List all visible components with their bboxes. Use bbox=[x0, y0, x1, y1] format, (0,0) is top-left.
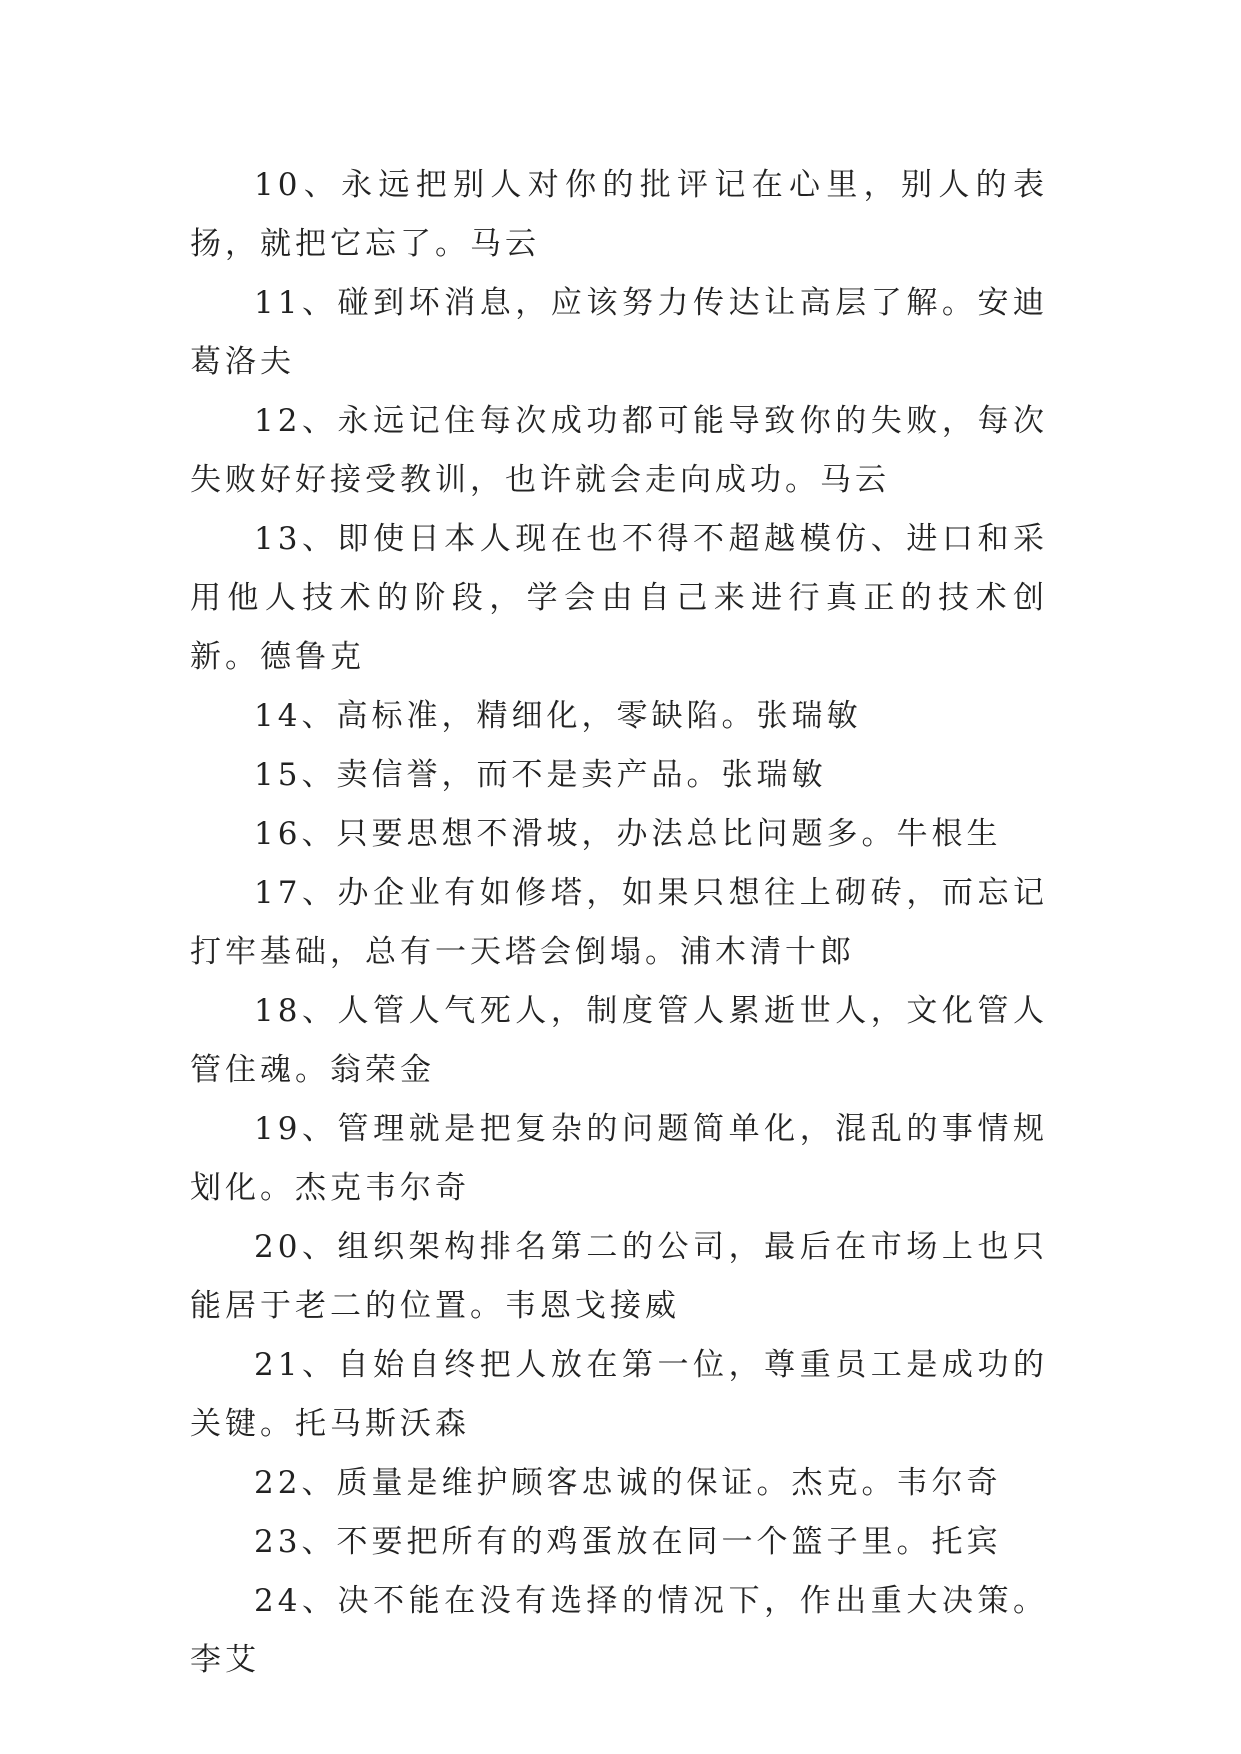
quote-paragraph-21: 21、自始自终把人放在第一位，尊重员工是成功的关键。托马斯沃森 bbox=[190, 1347, 1048, 1442]
quote-paragraph-10: 10、永远把别人对你的批评记在心里，别人的表扬，就把它忘了。马云 bbox=[190, 167, 1048, 262]
quote-paragraph-11: 11、碰到坏消息，应该努力传达让高层了解。安迪葛洛夫 bbox=[190, 285, 1048, 380]
quote-paragraph-17: 17、办企业有如修塔，如果只想往上砌砖，而忘记打牢基础，总有一天塔会倒塌。浦木清十郎 bbox=[190, 875, 1048, 970]
quote-paragraph-20: 20、组织架构排名第二的公司，最后在市场上也只能居于老二的位置。韦恩戈接威 bbox=[190, 1229, 1048, 1324]
quote-paragraph-22: 22、质量是维护顾客忠诚的保证。杰克。韦尔奇 bbox=[254, 1465, 1002, 1501]
quote-paragraph-15: 15、卖信誉，而不是卖产品。张瑞敏 bbox=[254, 757, 827, 793]
quote-paragraph-24: 24、决不能在没有选择的情况下，作出重大决策。李艾 bbox=[190, 1583, 1048, 1678]
quote-paragraph-16: 16、只要思想不滑坡，办法总比问题多。牛根生 bbox=[254, 816, 1002, 852]
quote-paragraph-14: 14、高标准，精细化，零缺陷。张瑞敏 bbox=[254, 698, 862, 734]
quote-paragraph-23: 23、不要把所有的鸡蛋放在同一个篮子里。托宾 bbox=[254, 1524, 1002, 1560]
quote-paragraph-19: 19、管理就是把复杂的问题简单化，混乱的事情规划化。杰克韦尔奇 bbox=[190, 1111, 1048, 1206]
quote-paragraph-18: 18、人管人气死人，制度管人累逝世人，文化管人管住魂。翁荣金 bbox=[190, 993, 1048, 1088]
document-body bbox=[190, 156, 1048, 1690]
quote-paragraph-13: 13、即使日本人现在也不得不超越模仿、进口和采用他人技术的阶段，学会由自己来进行真正的技术创新。德鲁克 bbox=[190, 521, 1048, 675]
quote-paragraph-12: 12、永远记住每次成功都可能导致你的失败，每次失败好好接受教训，也许就会走向成功。马云 bbox=[190, 403, 1048, 498]
